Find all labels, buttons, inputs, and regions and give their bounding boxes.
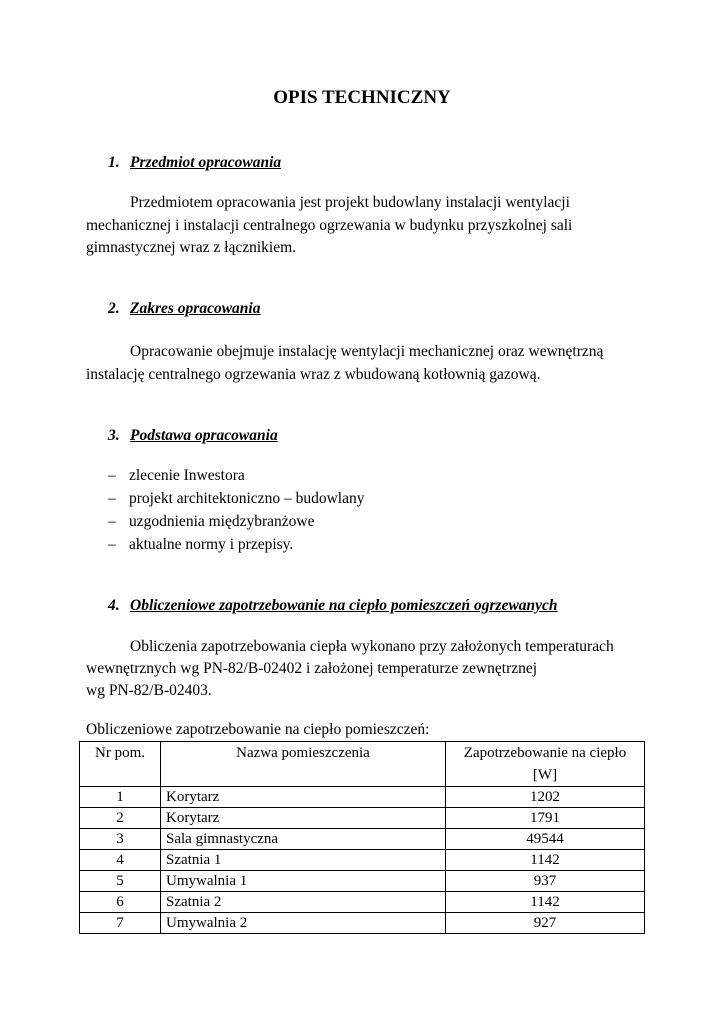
section-paragraph-1: Przedmiotem opracowania jest projekt budowlany instalacji wentylacji mechanicznej i instalacji centralnego ogrzewania w budynku przyszkolnej sali gimnastycznej wraz z łącznikiem.	[86, 194, 573, 256]
list-item: – aktualne normy i przepisy.	[108, 536, 294, 553]
section-title: Przedmiot opracowania	[130, 154, 282, 171]
table-row: 3 Sala gimnastyczna 49544	[80, 829, 645, 850]
section-number: 2.	[108, 300, 120, 317]
table-row: 7 Umywalnia 2 927	[80, 913, 645, 934]
column-header-demand: Zapotrzebowanie na ciepło [W]	[446, 742, 645, 787]
table-row: 4 Szatnia 1 1142	[80, 850, 645, 871]
section-paragraph-4-line-3: wg PN-82/B-02403.	[86, 682, 212, 699]
section-paragraph-4-line-1: Obliczenia zapotrzebowania ciepła wykonano przy założonych temperaturach	[130, 638, 614, 655]
section-number: 1.	[108, 154, 120, 171]
page-title: OPIS TECHNICZNY	[273, 87, 451, 108]
table-row: 6 Szatnia 2 1142	[80, 892, 645, 913]
section-number: 4.	[108, 597, 120, 614]
section-paragraph-4-line-2: wewnętrznych wg PN-82/B-02402 i założonej temperaturze zewnętrznej	[86, 660, 538, 677]
table-row: 2 Korytarz 1791	[80, 808, 645, 829]
section-title: Zakres opracowania	[130, 300, 261, 317]
section-heading-1	[108, 154, 281, 172]
list-item: – zlecenie Inwestora	[108, 467, 245, 484]
section-paragraph-2: Opracowanie obejmuje instalację wentylacji mechanicznej oraz wewnętrzną instalację centralnego ogrzewania wraz z wbudowaną kotłownią gazową.	[86, 343, 604, 383]
column-header-nr: Nr pom.	[80, 742, 161, 787]
section-heading-3	[108, 427, 278, 445]
table-caption: Obliczeniowe zapotrzebowanie na ciepło pomieszczeń:	[86, 721, 430, 738]
section-heading-4	[108, 597, 558, 615]
list-item: – uzgodnienia międzybranżowe	[108, 513, 315, 530]
section-number: 3.	[108, 427, 120, 444]
list-item: – projekt architektoniczno – budowlany	[108, 490, 365, 507]
heat-demand-table	[79, 741, 645, 934]
table-row: 1 Korytarz 1202	[80, 787, 645, 808]
table-header-row	[80, 742, 645, 787]
section-title: Podstawa opracowania	[130, 427, 278, 444]
table-row: 5 Umywalnia 1 937	[80, 871, 645, 892]
column-header-name: Nazwa pomieszczenia	[161, 742, 446, 787]
section-heading-2	[108, 300, 260, 318]
section-title: Obliczeniowe zapotrzebowanie na ciepło pomieszczeń ogrzewanych	[130, 597, 558, 614]
